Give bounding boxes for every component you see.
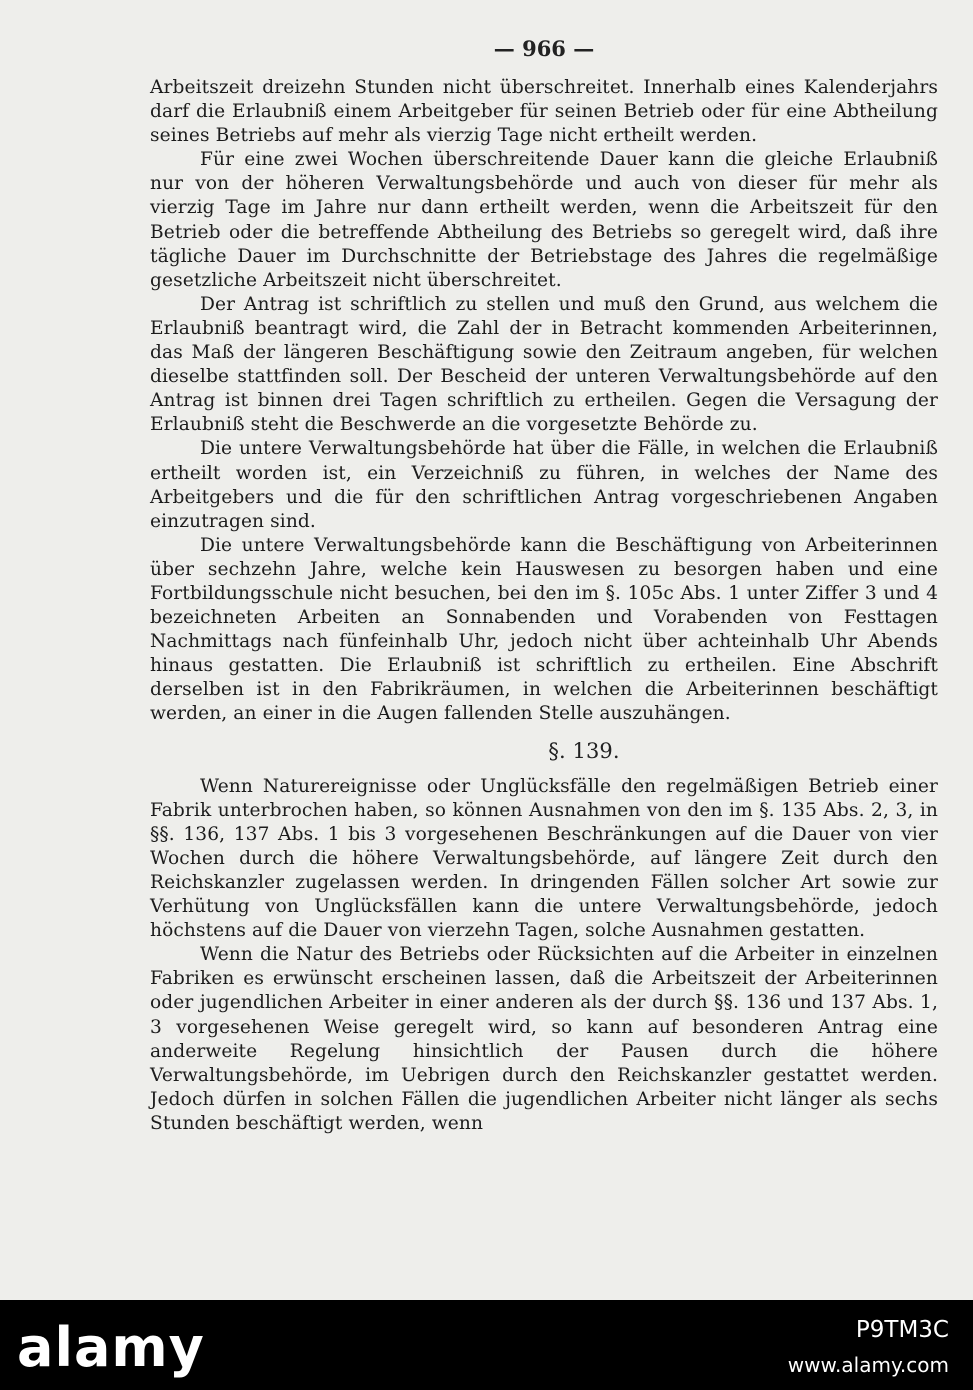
page-body — [150, 76, 938, 1136]
stock-image-id: P9TM3C — [855, 1317, 949, 1343]
paragraph-3: Der Antrag ist schriftlich zu stellen und muß den Grund, aus welchem die Erlaubniß beantragt wird, die Zahl der in Betracht kommenden Arbeiterinnen, das Maß der längeren Beschäftigung sowie den Zeitraum angeben, für welchen dieselbe stattfinden soll. Der Bescheid der unteren Verwaltungsbehörde auf den Antrag ist binnen drei Tagen schriftlich zu ertheilen. Gegen die Versagung der Erlaubniß steht die Beschwerde an die vorgesetzte Behörde zu. — [150, 293, 938, 436]
paragraph-6: Wenn Naturereignisse oder Unglücksfälle den regelmäßigen Betrieb einer Fabrik unterbrochen haben, so können Ausnahmen von den im §. 135 Abs. 2, 3, in §§. 136, 137 Abs. 1 bis 3 vorgesehenen Beschränkungen auf die Dauer von vier Wochen durch die höhere Verwaltungsbehörde, auf längere Zeit durch den Reichskanzler zugelassen werden. In dringenden Fällen solcher Art sowie zur Verhütung von Unglücksfällen kann die untere Verwaltungsbehörde, jedoch höchstens auf die Dauer von vierzehn Tagen, solche Ausnahmen gestatten. — [150, 775, 938, 942]
paragraph-4: Die untere Verwaltungsbehörde hat über die Fälle, in welchen die Erlaubniß ertheilt worden ist, ein Verzeichniß zu führen, in welches der Name des Arbeitgebers und die für den schriftlichen Antrag vorgeschriebenen Angaben einzutragen sind. — [150, 438, 938, 532]
paragraph-5: Die untere Verwaltungsbehörde kann die Beschäftigung von Arbeiterinnen über sechzehn Jahre, welche kein Hauswesen zu besorgen haben und eine Fortbildungsschule nicht besuchen, bei den im §. 105c Abs. 1 unter Ziffer 3 und 4 bezeichneten Arbeiten an Sonnabenden und Vorabenden von Festtagen Nachmittags nach fünfeinhalb Uhr, jedoch nicht über achteinhalb Uhr Abends hinaus gestatten. Die Erlaubniß ist schriftlich zu ertheilen. Eine Abschrift derselben ist in den Fabrikräumen, in welchen die Arbeiterinnen beschäftigt werden, an einer in die Augen fallenden Stelle auszuhängen. — [150, 534, 938, 725]
paragraph-1: Arbeitszeit dreizehn Stunden nicht überschreitet. Innerhalb eines Kalenderjahrs darf die Erlaubniß einem Arbeitgeber für seinen Betrieb oder für eine Abtheilung seines Betriebs auf mehr als vierzig Tage nicht ertheilt werden. — [150, 77, 938, 147]
section-heading: §. 139. — [548, 738, 620, 763]
paragraph-7: Wenn die Natur des Betriebs oder Rücksichten auf die Arbeiter in einzelnen Fabriken es erwünscht erscheinen lassen, daß die Arbeitszeit der Arbeiterinnen oder jugendlichen Arbeiter in einer anderen als der durch §§. 136 und 137 Abs. 1, 3 vorgesehenen Weise geregelt wird, so kann auf besonderen Antrag eine anderweite Regelung hinsichtlich der Pausen durch die höhere Verwaltungsbehörde, im Uebrigen durch den Reichskanzler gestattet werden. Jedoch dürfen in solchen Fällen die jugendlichen Arbeiter nicht länger als sechs Stunden beschäftigt werden, wenn — [150, 944, 938, 1134]
page-number: — 966 — — [493, 36, 595, 61]
alamy-logo: alamy — [17, 1316, 205, 1379]
stock-site-url: www.alamy.com — [787, 1353, 949, 1377]
paragraph-2: Für eine zwei Wochen überschreitende Dauer kann die gleiche Erlaubniß nur von der höheren Verwaltungsbehörde und auch von dieser für mehr als vierzig Tage im Jahre nur dann ertheilt werden, wenn die Arbeitszeit für den Betrieb oder die betreffende Abtheilung des Betriebs so geregelt wird, daß ihre tägliche Dauer im Durchschnitte der Betriebstage des Jahres die regelmäßige gesetzliche Arbeitszeit nicht überschreitet. — [150, 149, 938, 291]
